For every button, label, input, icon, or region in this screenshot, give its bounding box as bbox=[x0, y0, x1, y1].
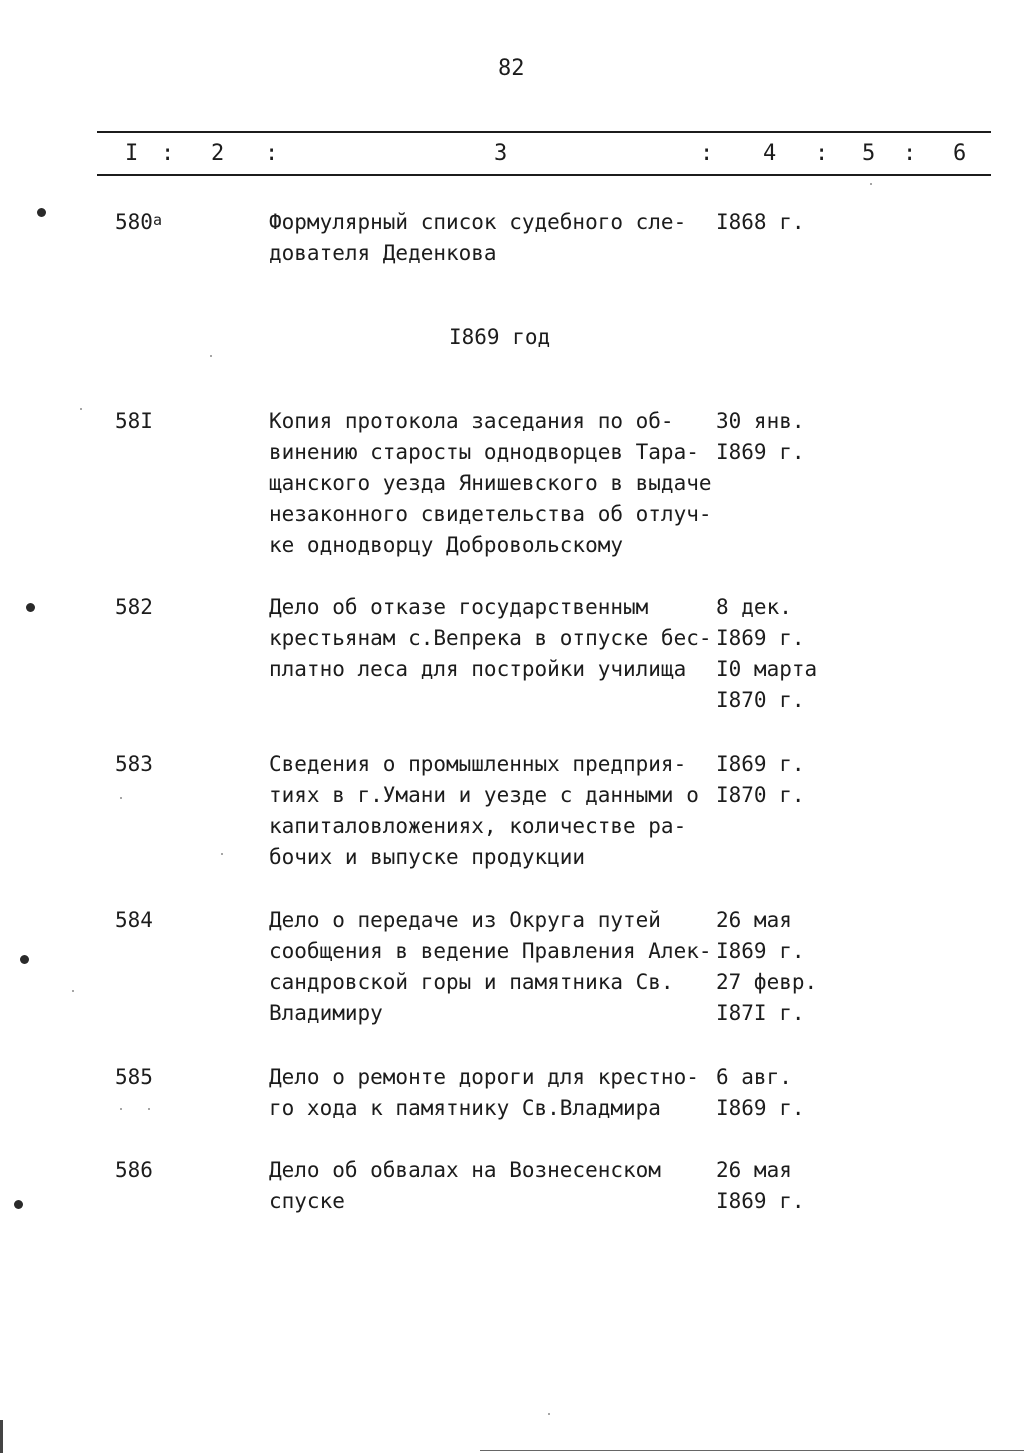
entry-date-line: I868 г. bbox=[716, 210, 805, 234]
entry-date-line: 6 авг. bbox=[716, 1065, 792, 1089]
binder-hole-mark bbox=[37, 208, 46, 217]
entry-description-line: винению старосты однодворцев Тара- bbox=[269, 440, 699, 464]
scan-bottom-line bbox=[480, 1450, 1024, 1451]
entry-number: 58I bbox=[115, 409, 153, 433]
entry-date-line: 8 дек. bbox=[716, 595, 792, 619]
binder-hole-mark bbox=[20, 955, 29, 964]
entry-date-line: I869 г. bbox=[716, 752, 805, 776]
entry-description-line: Формулярный список судебного сле- bbox=[269, 210, 687, 234]
binder-hole-mark bbox=[14, 1200, 23, 1209]
year-heading: I869 год bbox=[449, 325, 551, 349]
column-header-3: 3 bbox=[494, 141, 508, 166]
entry-number: 582 bbox=[115, 595, 153, 619]
entry-description-line: сообщения в ведение Правления Алек- bbox=[269, 939, 712, 963]
scan-speck bbox=[221, 853, 223, 855]
page-number: 82 bbox=[498, 56, 525, 81]
scan-speck bbox=[120, 797, 122, 799]
entry-description-line: капиталовложениях, количестве ра- bbox=[269, 814, 687, 838]
entry-date-line: I869 г. bbox=[716, 440, 805, 464]
entry-description-line: дователя Деденкова bbox=[269, 241, 497, 265]
entry-date-line: 30 янв. bbox=[716, 409, 805, 433]
entry-description-line: щанского уезда Янишевского в выдаче bbox=[269, 471, 712, 495]
entry-date-line: I870 г. bbox=[716, 783, 805, 807]
entry-description-line: Владимиру bbox=[269, 1001, 383, 1025]
column-separator: : bbox=[903, 141, 917, 166]
entry-description-line: Копия протокола заседания по об- bbox=[269, 409, 674, 433]
entry-number: 583 bbox=[115, 752, 153, 776]
column-separator: : bbox=[161, 141, 175, 166]
entry-number: 586 bbox=[115, 1158, 153, 1182]
column-header-2: 2 bbox=[211, 141, 225, 166]
column-separator: : bbox=[700, 141, 714, 166]
header-top-rule bbox=[97, 131, 991, 133]
entry-description-line: незаконного свидетельства об отлуч- bbox=[269, 502, 712, 526]
column-header-6: 6 bbox=[953, 141, 967, 166]
entry-description-line: Сведения о промышленных предприя- bbox=[269, 752, 687, 776]
header-bottom-rule bbox=[97, 174, 991, 176]
entry-number: 584 bbox=[115, 908, 153, 932]
entry-description-line: спуске bbox=[269, 1189, 345, 1213]
scan-speck bbox=[870, 183, 872, 185]
entry-number-superscript: а bbox=[152, 211, 162, 229]
entry-description-line: го хода к памятнику Св.Владмира bbox=[269, 1096, 661, 1120]
entry-date-line: I87I г. bbox=[716, 1001, 805, 1025]
scan-speck bbox=[548, 1413, 550, 1415]
scan-speck bbox=[210, 355, 212, 357]
scan-speck bbox=[148, 1108, 150, 1110]
scan-edge-mark bbox=[0, 1420, 3, 1453]
entry-date-line: 27 февр. bbox=[716, 970, 818, 994]
entry-description-line: крестьянам с.Вепрека в отпуске бес- bbox=[269, 626, 712, 650]
entry-description-line: тиях в г.Умани и уезде с данными о bbox=[269, 783, 699, 807]
column-separator: : bbox=[815, 141, 829, 166]
entry-date-line: I869 г. bbox=[716, 626, 805, 650]
column-header-4: 4 bbox=[763, 141, 777, 166]
entry-number: $580^а$ bbox=[115, 210, 162, 234]
entry-date-line: I870 г. bbox=[716, 688, 805, 712]
entry-date-line: I869 г. bbox=[716, 1096, 805, 1120]
scan-speck bbox=[72, 990, 74, 992]
column-separator: : bbox=[265, 141, 279, 166]
entry-date-line: I869 г. bbox=[716, 1189, 805, 1213]
entry-description-line: платно леса для постройки училища bbox=[269, 657, 687, 681]
scan-speck bbox=[80, 408, 82, 410]
binder-hole-mark bbox=[26, 603, 35, 612]
entry-number: 585 bbox=[115, 1065, 153, 1089]
entry-date-line: I0 марта bbox=[716, 657, 818, 681]
scan-speck bbox=[120, 1108, 122, 1110]
column-header-5: 5 bbox=[862, 141, 876, 166]
column-header-1: I bbox=[125, 141, 139, 166]
entry-description-line: ке однодворцу Добровольскому bbox=[269, 533, 624, 557]
entry-description-line: бочих и выпуске продукции bbox=[269, 845, 586, 869]
entry-description-line: сандровской горы и памятника Св. bbox=[269, 970, 674, 994]
entry-date-line: 26 мая bbox=[716, 908, 792, 932]
entry-date-line: I869 г. bbox=[716, 939, 805, 963]
entry-description-line: Дело о передаче из Округа путей bbox=[269, 908, 661, 932]
entry-date-line: 26 мая bbox=[716, 1158, 792, 1182]
entry-description-line: Дело об отказе государственным bbox=[269, 595, 649, 619]
entry-description-line: Дело о ремонте дороги для крестно- bbox=[269, 1065, 699, 1089]
entry-description-line: Дело об обвалах на Вознесенском bbox=[269, 1158, 661, 1182]
